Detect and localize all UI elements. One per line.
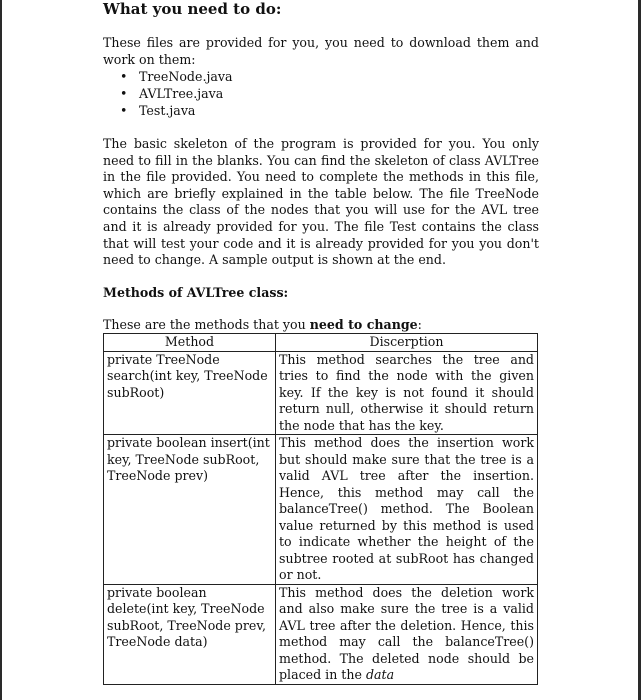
header-method: Method xyxy=(104,334,276,352)
description-cell xyxy=(276,584,538,684)
description-italic: data xyxy=(365,667,395,682)
method-cell: private boolean delete(int key, TreeNode subRoot, TreeNode prev, TreeNode data) xyxy=(104,584,276,684)
method-cell: private TreeNode search(int key, TreeNode subRoot) xyxy=(104,351,276,435)
table-row xyxy=(104,584,538,684)
list-item: • Test.java xyxy=(103,102,232,119)
method-cell: private boolean insert(int key, TreeNode subRoot, TreeNode prev) xyxy=(104,435,276,585)
intro-suffix: : xyxy=(417,317,422,332)
left-border xyxy=(0,0,2,700)
list-item: • AVLTree.java xyxy=(103,85,232,102)
description-cell: This method searches the tree and tries to find the node with the given key. If the key is not found it should return null, otherwise it should return the node that has the key. xyxy=(276,351,538,435)
methods-table xyxy=(103,333,538,685)
list-item: • TreeNode.java xyxy=(103,68,232,85)
intro-bold: need to change xyxy=(309,317,418,332)
section-heading: What you need to do: xyxy=(103,0,282,18)
table-row xyxy=(104,351,538,435)
table-header-row xyxy=(104,334,538,352)
description-text: This method does the deletion work and also make sure the tree is a valid AVL tree after the deletion. Hence, this method may call the balanceTree() method. The deleted node should be placed in the xyxy=(279,584,534,682)
file-list xyxy=(103,68,232,119)
header-description: Discerption xyxy=(276,334,538,352)
table-row xyxy=(104,435,538,585)
intro-prefix: These are the methods that you xyxy=(103,317,310,332)
description-cell: This method does the insertion work but should make sure that the tree is a valid AVL tree after the insertion. Hence, this method may call the balanceTree() method. The Boolean value returned by this method is used to indicate whether the height of the subtree rooted at subRoot has changed or not. xyxy=(276,435,538,585)
methods-subheading: Methods of AVLTree class: xyxy=(103,285,289,300)
skeleton-paragraph: The basic skeleton of the program is provided for you. You only need to fill in the blanks. You can find the skeleton of class AVLTree in the file provided. You need to complete the methods in this file, which are briefly explained in the table below. The file TreeNode contains the class of the nodes that you will use for the AVL tree and it is already provided for you. The file Test contains the class that will test your code and it is already provided for you you don't need to change. A sample output is shown at the end. xyxy=(103,136,539,268)
intro-paragraph: These files are provided for you, you need to download them and work on them: xyxy=(103,35,539,67)
table-intro xyxy=(103,317,422,332)
